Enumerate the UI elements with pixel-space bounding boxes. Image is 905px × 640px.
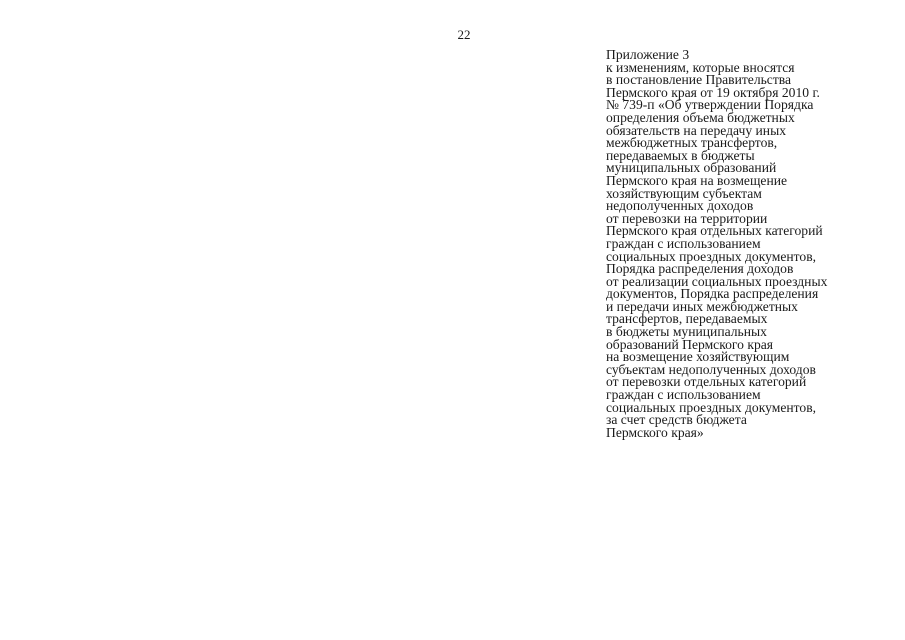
appendix-line: муниципальных образований <box>606 160 777 176</box>
appendix-line: образований Пермского края <box>606 336 774 352</box>
appendix-line: обязательств на передачу иных <box>606 122 787 138</box>
appendix-line: социальных проездных документов, <box>606 399 817 415</box>
appendix-line: социальных проездных документов, <box>606 248 817 264</box>
appendix-line: Приложение 3 <box>606 47 690 62</box>
appendix-line: трансфертов, передаваемых <box>606 311 768 327</box>
appendix-header-block <box>606 49 898 439</box>
appendix-line: Порядка распределения доходов <box>606 261 794 277</box>
appendix-line: от перевозки на территории <box>606 210 768 226</box>
appendix-line: и передачи иных межбюджетных <box>606 298 798 314</box>
appendix-line: № 739-п «Об утверждении Порядка <box>606 97 814 113</box>
appendix-line: в постановление Правительства <box>606 72 792 88</box>
appendix-line: хозяйствующим субъектам <box>606 185 762 201</box>
appendix-line: от перевозки отдельных категорий <box>606 374 807 390</box>
appendix-line: от реализации социальных проездных <box>606 273 828 289</box>
appendix-line: Пермского края на возмещение <box>606 172 788 188</box>
appendix-line: за счет средств бюджета <box>606 412 747 428</box>
appendix-line: граждан с использованием <box>606 387 761 403</box>
appendix-line: передаваемых в бюджеты <box>606 147 755 163</box>
appendix-line: в бюджеты муниципальных <box>606 324 767 340</box>
appendix-line: документов, Порядка распределения <box>606 286 819 302</box>
appendix-line: недополученных доходов <box>606 198 754 214</box>
appendix-line: Пермского края от 19 октября 2010 г. <box>606 84 820 100</box>
appendix-line: определения объема бюджетных <box>606 109 795 125</box>
appendix-line: Пермского края» <box>606 424 704 440</box>
appendix-line: на возмещение хозяйствующим <box>606 349 790 365</box>
appendix-line: Пермского края отдельных категорий <box>606 223 823 239</box>
appendix-line: межбюджетных трансфертов, <box>606 135 778 151</box>
appendix-line: субъектам недополученных доходов <box>606 361 816 377</box>
appendix-line: к изменениям, которые вносятся <box>606 59 795 75</box>
page-number: 22 <box>457 27 471 42</box>
appendix-line: граждан с использованием <box>606 235 761 251</box>
